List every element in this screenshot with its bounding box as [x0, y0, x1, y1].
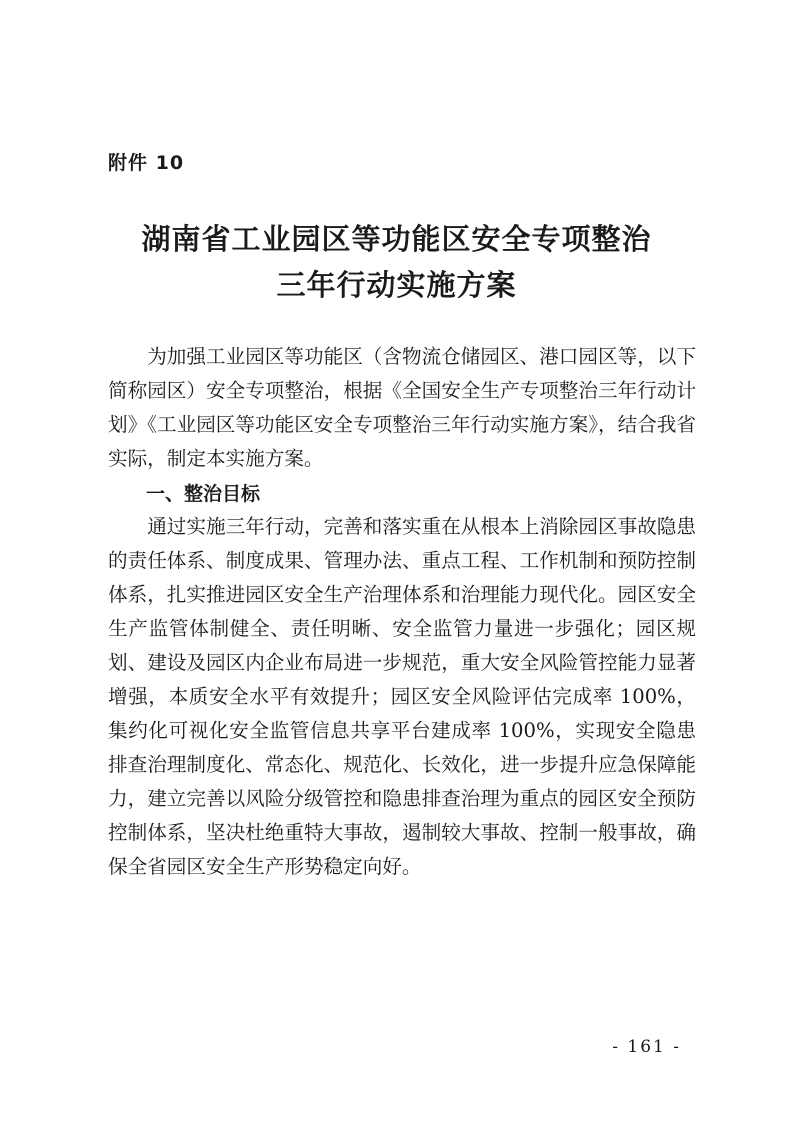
- document-title-line-1: 湖南省工业园区等功能区安全专项整治: [141, 222, 652, 256]
- intro-paragraph: 为加强工业园区等功能区（含物流仓储园区、港口园区等，以下简称园区）安全专项整治，根据《全国安全生产专项整治三年行动计划》《工业园区等功能区安全专项整治三年行动实施方案》，结合我省实际，制定本实施方案。: [108, 345, 696, 470]
- page-number: - 161 -: [612, 1037, 681, 1057]
- section-heading-goals: 一、整治目标: [146, 483, 261, 505]
- goals-paragraph: 通过实施三年行动，完善和落实重在从根本上消除园区事故隐患的责任体系、制度成果、管理办法、重点工程、工作机制和预防控制体系，扎实推进园区安全生产治理体系和治理能力现代化。园区安全生产监管体制健全、责任明晰、安全监管力量进一步强化；园区规划、建设及园区内企业布局进一步规范，重大安全风险管控能力显著增强，本质安全水平有效提升；园区安全风险评估完成率 100%，集约化可视化安全监管信息共享平台建成率 100%，实现安全隐患排查治理制度化、常态化、规范化、长效化，进一步提升应急保障能力，建立完善以风险分级管控和隐患排查治理为重点的园区安全预防控制体系，坚决杜绝重特大事故，遏制较大事故、控制一般事故，确保全省园区安全生产形势稳定向好。: [108, 515, 696, 878]
- attachment-label: 附件 10: [108, 152, 185, 174]
- document-body: [108, 340, 696, 884]
- document-title-line-2: 三年行动实施方案: [276, 268, 517, 302]
